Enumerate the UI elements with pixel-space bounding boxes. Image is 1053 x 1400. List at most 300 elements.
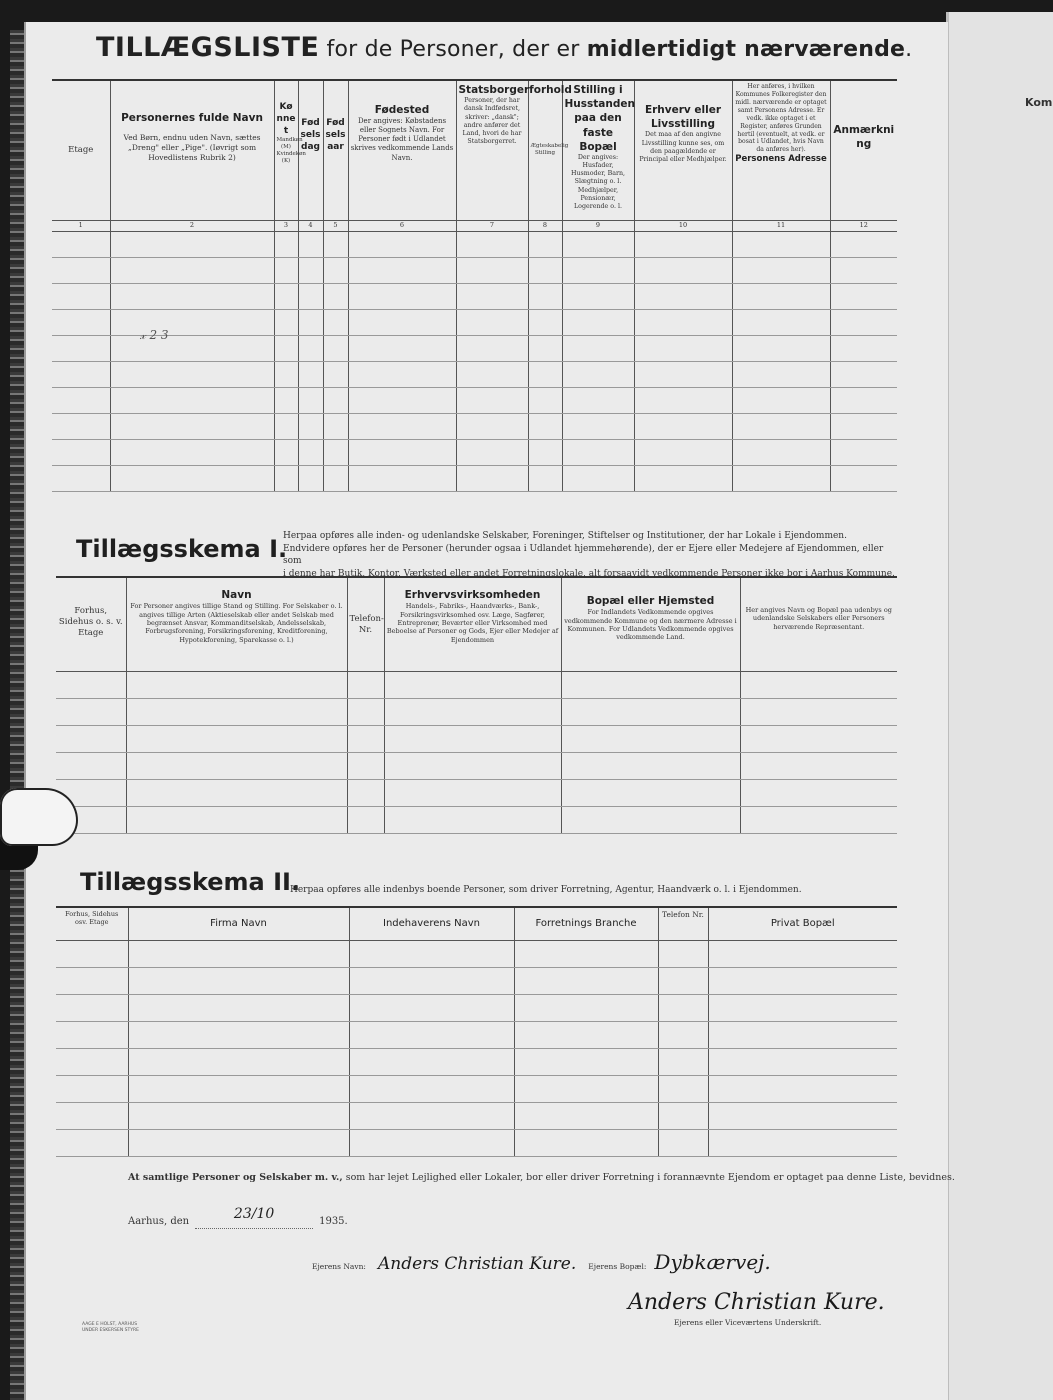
- s1-cell: [740, 779, 897, 806]
- t1-cell: [456, 283, 528, 309]
- t1-cell: [634, 361, 732, 387]
- city-label: Aarhus, den: [128, 1216, 190, 1227]
- t1-cell: [348, 361, 456, 387]
- s1-cell: [384, 806, 561, 833]
- s1-cell: [740, 698, 897, 725]
- owner-name-handwritten: Anders Christian Kure.: [377, 1254, 577, 1274]
- t1-cell: [456, 361, 528, 387]
- t1-cell: [298, 335, 323, 361]
- s1-cell: [126, 806, 347, 833]
- t1-cell: [528, 231, 562, 257]
- t1-cell: [110, 231, 274, 257]
- t1-cell: [562, 413, 634, 439]
- t1-cell: [110, 465, 274, 491]
- t1-cell: [830, 387, 897, 413]
- s2-cell: [128, 1021, 349, 1048]
- s2-col-bopael: Privat Bopæl: [708, 907, 897, 940]
- s2-row: [56, 1102, 897, 1129]
- s2-cell: [514, 1021, 658, 1048]
- t1-cell: [732, 283, 830, 309]
- table1-header-row: [52, 80, 897, 220]
- t1-cell: [298, 257, 323, 283]
- schema1-header-row: [56, 577, 897, 671]
- t1-col-etage: Etage: [52, 80, 110, 220]
- t1-row: [52, 283, 897, 309]
- t1-cell: [274, 439, 298, 465]
- t1-num-7: 7: [456, 220, 528, 231]
- s2-cell: [349, 1075, 514, 1102]
- s2-cell: [514, 994, 658, 1021]
- s2-cell: [658, 994, 708, 1021]
- schema1-title: Tillægsskema I.: [76, 535, 288, 563]
- t1-cell: [830, 257, 897, 283]
- schema2-header-row: [56, 907, 897, 940]
- s2-row: [56, 994, 897, 1021]
- schema1-table: [56, 576, 897, 834]
- printer-note: AAGE E HOLST, AARHUS UNDER ESKERSEN STYRE: [82, 1322, 139, 1333]
- t1-cell: [110, 439, 274, 465]
- s1-cell: [347, 725, 384, 752]
- s2-cell: [708, 1129, 897, 1156]
- table1-number-row: [52, 220, 897, 231]
- facing-page-fragment: Kom: [1025, 96, 1053, 109]
- s1-cell: [126, 725, 347, 752]
- s1-row: [56, 779, 897, 806]
- t1-cell: [52, 361, 110, 387]
- t1-cell: [634, 465, 732, 491]
- title-main: TILLÆGSLISTE: [96, 32, 320, 63]
- t1-cell: [634, 231, 732, 257]
- s2-row: [56, 940, 897, 967]
- s2-cell: [128, 1129, 349, 1156]
- t1-row: [52, 309, 897, 335]
- t1-cell: [830, 283, 897, 309]
- s2-row: [56, 1075, 897, 1102]
- t1-cell: [52, 439, 110, 465]
- t1-cell: [562, 439, 634, 465]
- t1-cell: [348, 465, 456, 491]
- s2-cell: [349, 994, 514, 1021]
- t1-cell: [298, 361, 323, 387]
- s2-cell: [56, 1021, 128, 1048]
- t1-cell: [732, 335, 830, 361]
- s1-cell: [126, 698, 347, 725]
- s1-row: [56, 752, 897, 779]
- t1-cell: [732, 465, 830, 491]
- t1-cell: [323, 257, 348, 283]
- t1-cell: [634, 335, 732, 361]
- t1-cell: [732, 231, 830, 257]
- t1-cell: [52, 309, 110, 335]
- s2-cell: [349, 1048, 514, 1075]
- s2-cell: [514, 1048, 658, 1075]
- t1-row: [52, 439, 897, 465]
- s2-row: [56, 967, 897, 994]
- t1-cell: [110, 413, 274, 439]
- t1-row: [52, 413, 897, 439]
- t1-col-adresse: Her anføres, i hvilken Kommunes Folkeregister den midl. nærværende er optaget samt Personens Adresse. Er vedk. ikke optaget i et Register, anføres Grunden hertil (eventuelt, at vedk. er bosat i Udlandet, hvis Navn da anføres her). Personens Adresse: [732, 80, 830, 220]
- t1-cell: [323, 413, 348, 439]
- t1-cell: [732, 387, 830, 413]
- t1-cell: [274, 309, 298, 335]
- t1-cell: [732, 257, 830, 283]
- t1-cell: [528, 361, 562, 387]
- s2-cell: [56, 1102, 128, 1129]
- title-emph: midlertidigt nærværende: [586, 37, 906, 62]
- s1-cell: [347, 671, 384, 698]
- t1-cell: [528, 413, 562, 439]
- t1-cell: [298, 387, 323, 413]
- s1-cell: [384, 779, 561, 806]
- s1-cell: [561, 806, 740, 833]
- s1-cell: [561, 752, 740, 779]
- t1-cell: [634, 439, 732, 465]
- t1-cell: [732, 413, 830, 439]
- t1-num-11: 11: [732, 220, 830, 231]
- schema2-title: Tillægsskema II.: [80, 868, 301, 896]
- s1-row: [56, 671, 897, 698]
- t1-col-navn: Personernes fulde Navn Ved Børn, endnu uden Navn, sættes „Dreng" eller „Pige". (Iøvrigt som Hovedlistens Rubrik 2): [110, 80, 274, 220]
- t1-col-erhverv: Erhverv eller Livsstilling Det maa af den angivne Livsstilling kunne ses, om den paagældende er Principal eller Medhjælper.: [634, 80, 732, 220]
- t1-cell: [528, 309, 562, 335]
- s2-col-indehaver: Indehaverens Navn: [349, 907, 514, 940]
- t1-cell: [323, 309, 348, 335]
- s2-cell: [56, 1129, 128, 1156]
- t1-cell: [274, 413, 298, 439]
- t1-cell: [830, 439, 897, 465]
- t1-cell: [298, 283, 323, 309]
- s2-cell: [708, 1102, 897, 1129]
- owner-name-label: Ejerens Navn:: [312, 1262, 366, 1271]
- owner-address-label: Ejerens Bopæl:: [588, 1262, 647, 1271]
- owner-address-handwritten: Dybkærvej.: [654, 1250, 771, 1274]
- t1-num-5: 5: [323, 220, 348, 231]
- s1-cell: [561, 698, 740, 725]
- s2-cell: [658, 940, 708, 967]
- t1-cell: [528, 335, 562, 361]
- t1-cell: [528, 257, 562, 283]
- s2-cell: [128, 1102, 349, 1129]
- t1-num-4: 4: [298, 220, 323, 231]
- s1-cell: [561, 671, 740, 698]
- t1-cell: [323, 335, 348, 361]
- schema2-table: [56, 906, 897, 1157]
- t1-cell: [830, 361, 897, 387]
- t1-cell: [732, 361, 830, 387]
- s2-col-etage: Forhus, Sidehus osv. Etage: [56, 907, 128, 940]
- schema2-description: Herpaa opføres alle indenbys boende Personer, som driver Forretning, Agentur, Haandværk o. l. i Ejendommen.: [290, 885, 802, 895]
- s2-cell: [708, 940, 897, 967]
- declaration-bold: At samtlige Personer og Selskaber m. v.,: [128, 1172, 343, 1183]
- s1-cell: [384, 752, 561, 779]
- title-end: .: [905, 37, 913, 62]
- s2-cell: [128, 994, 349, 1021]
- s1-col-erhverv: Erhvervsvirksomheden Handels-, Fabriks-, Haandværks-, Bank-, Forsikringsvirksomhed osv. Læge, Sagfører, Entreprenør, Beværter eller Virksomhed med Beboelse af Personer og Gods, Ejer eller Medejer af Ejendommen: [384, 577, 561, 671]
- s2-cell: [128, 967, 349, 994]
- s1-col-navn: Navn For Personer angives tillige Stand og Stilling. For Selskaber o. l. angives tillige Arten (Aktieselskab eller andet Selskab med begrænset Ansvar, Kommanditselskab, Andelsselskab, Forbrugsforening, Forsikringsforening, Kreditforening, Hypotekforening, Sparekasse o. l.): [126, 577, 347, 671]
- schema2-body: [56, 940, 897, 1156]
- s1-cell: [384, 671, 561, 698]
- t1-cell: [456, 335, 528, 361]
- t1-cell: [634, 387, 732, 413]
- t1-col-foedselsaar: Fødselsaar: [323, 80, 348, 220]
- t1-row: [52, 231, 897, 257]
- s1-col-telefon: Telefon-Nr.: [347, 577, 384, 671]
- t1-row: [52, 335, 897, 361]
- t1-cell: [52, 465, 110, 491]
- s2-cell: [128, 1048, 349, 1075]
- s2-cell: [708, 967, 897, 994]
- t1-cell: [634, 283, 732, 309]
- s1-col-etage: Forhus, Sidehus o. s. v. Etage: [56, 577, 126, 671]
- t1-cell: [274, 257, 298, 283]
- s1-row: [56, 698, 897, 725]
- s1-cell: [347, 698, 384, 725]
- s1-cell: [347, 752, 384, 779]
- t1-cell: [52, 387, 110, 413]
- s2-cell: [349, 1021, 514, 1048]
- s2-cell: [658, 1048, 708, 1075]
- s2-row: [56, 1129, 897, 1156]
- t1-cell: [456, 465, 528, 491]
- s2-cell: [349, 1129, 514, 1156]
- t1-col-aegteskab: Ægteskabelig Stilling: [528, 80, 562, 220]
- s2-cell: [128, 1075, 349, 1102]
- s1-cell: [347, 806, 384, 833]
- s1-cell: [561, 725, 740, 752]
- t1-cell: [562, 335, 634, 361]
- t1-cell: [732, 439, 830, 465]
- s2-cell: [708, 1075, 897, 1102]
- s2-cell: [514, 1075, 658, 1102]
- s2-cell: [514, 1129, 658, 1156]
- s1-cell: [740, 725, 897, 752]
- t1-num-2: 2: [110, 220, 274, 231]
- t1-cell: [456, 387, 528, 413]
- t1-cell: [562, 283, 634, 309]
- t1-num-3: 3: [274, 220, 298, 231]
- t1-col-koen: Kønnet Mandkøn (M) Kvindekøn (K): [274, 80, 298, 220]
- t1-cell: [274, 231, 298, 257]
- t1-cell: [110, 257, 274, 283]
- t1-cell: [298, 465, 323, 491]
- t1-cell: [323, 231, 348, 257]
- t1-cell: [274, 465, 298, 491]
- facing-page: [946, 12, 1053, 1400]
- t1-cell: [634, 257, 732, 283]
- t1-cell: [323, 361, 348, 387]
- thumb-holding-page: [0, 788, 78, 846]
- t1-cell: [52, 283, 110, 309]
- t1-cell: [634, 413, 732, 439]
- tillaegsliste-table: [52, 79, 897, 492]
- t1-cell: [110, 283, 274, 309]
- t1-cell: [830, 335, 897, 361]
- s2-cell: [128, 940, 349, 967]
- s2-cell: [658, 1129, 708, 1156]
- t1-cell: [323, 283, 348, 309]
- t1-cell: [830, 465, 897, 491]
- t1-cell: [52, 231, 110, 257]
- year: 1935.: [319, 1216, 348, 1227]
- s2-cell: [514, 940, 658, 967]
- s2-cell: [56, 994, 128, 1021]
- book-binding: [10, 30, 24, 1400]
- t1-cell: [562, 231, 634, 257]
- s2-cell: [56, 940, 128, 967]
- s1-cell: [384, 698, 561, 725]
- t1-cell: [110, 361, 274, 387]
- t1-cell: [348, 231, 456, 257]
- t1-cell: [323, 465, 348, 491]
- t1-cell: [298, 309, 323, 335]
- s2-cell: [349, 967, 514, 994]
- signature: Anders Christian Kure.: [628, 1290, 885, 1315]
- schema1-desc-line3: i denne har Butik, Kontor, Værksted eller andet Forretningslokale, alt forsaavidt vedkommende Personer ikke bor i Aarhus Kommune.: [283, 568, 895, 579]
- t1-num-6: 6: [348, 220, 456, 231]
- t1-cell: [110, 309, 274, 335]
- s1-cell: [56, 698, 126, 725]
- signature-caption: Ejerens eller Viceværtens Underskrift.: [674, 1318, 822, 1327]
- schema1-desc-line2: Endvidere opføres her de Personer (herunder ogsaa i Udlandet hjemmehørende), der er Ejere eller Medejere af Ejendommen, eller som: [283, 543, 884, 567]
- t1-cell: [52, 413, 110, 439]
- s1-cell: [126, 779, 347, 806]
- t1-cell: [456, 309, 528, 335]
- t1-col-foedested: Fødested Der angives: Købstadens eller Sognets Navn. For Personer født i Udlandet skrives vedkommende Lands Navn.: [348, 80, 456, 220]
- t1-num-12: 12: [830, 220, 897, 231]
- s1-cell: [347, 779, 384, 806]
- schema1-desc-line1: Herpaa opføres alle inden- og udenlandske Selskaber, Foreninger, Stiftelser og Institutioner, der har Lokale i Ejendommen.: [283, 531, 847, 541]
- title-mid: for de Personer, der er: [319, 37, 587, 62]
- t1-cell: [348, 309, 456, 335]
- t1-cell: [456, 231, 528, 257]
- t1-cell: [274, 335, 298, 361]
- t1-cell: [456, 257, 528, 283]
- s2-col-firma: Firma Navn: [128, 907, 349, 940]
- s2-col-branche: Forretnings Branche: [514, 907, 658, 940]
- s1-cell: [740, 806, 897, 833]
- t1-row: [52, 387, 897, 413]
- s2-col-telefon: Telefon Nr.: [658, 907, 708, 940]
- s1-cell: [56, 725, 126, 752]
- t1-cell: [528, 465, 562, 491]
- t1-cell: [732, 309, 830, 335]
- t1-cell: [830, 413, 897, 439]
- s2-cell: [658, 967, 708, 994]
- date-line: [128, 1206, 348, 1229]
- t1-cell: [456, 413, 528, 439]
- declaration: [128, 1172, 955, 1183]
- s1-cell: [56, 752, 126, 779]
- t1-cell: [323, 387, 348, 413]
- t1-cell: [830, 309, 897, 335]
- t1-cell: [274, 283, 298, 309]
- t1-cell: [528, 283, 562, 309]
- t1-num-8: 8: [528, 220, 562, 231]
- s2-row: [56, 1048, 897, 1075]
- s2-cell: [658, 1021, 708, 1048]
- date-field: [195, 1206, 313, 1229]
- s1-col-repraesentant: Her angives Navn og Bopæl paa udenbys og udenlandske Selskabers eller Personers herværende Repræsentant.: [740, 577, 897, 671]
- t1-row: [52, 465, 897, 491]
- t1-col-statsborger: Statsborgerforhold Personer, der har dansk Indfødsret, skriver: „dansk"; andre anfører det Land, hvori de har Statsborgerret.: [456, 80, 528, 220]
- t1-cell: [52, 335, 110, 361]
- t1-cell: [323, 439, 348, 465]
- s2-cell: [514, 1102, 658, 1129]
- schema1-description: [283, 530, 901, 580]
- t1-cell: [348, 387, 456, 413]
- s1-row: [56, 806, 897, 833]
- t1-cell: [298, 231, 323, 257]
- form-title: [96, 32, 912, 63]
- s2-cell: [56, 967, 128, 994]
- t1-cell: [298, 439, 323, 465]
- t1-cell: [110, 387, 274, 413]
- table1-body: [52, 231, 897, 491]
- t1-cell: [348, 257, 456, 283]
- t1-cell: [528, 439, 562, 465]
- t1-num-1: 1: [52, 220, 110, 231]
- t1-cell: [274, 361, 298, 387]
- s1-row: [56, 725, 897, 752]
- declaration-rest: som har lejet Lejlighed eller Lokaler, bor eller driver Forretning i forannævnte Ejendom er optaget paa denne Liste, bevidnes.: [342, 1172, 955, 1183]
- t1-col-anmaerkning: Anmærkning: [830, 80, 897, 220]
- t1-cell: [456, 439, 528, 465]
- t1-cell: [634, 309, 732, 335]
- s1-cell: [126, 671, 347, 698]
- t1-num-9: 9: [562, 220, 634, 231]
- t1-cell: [830, 231, 897, 257]
- s2-cell: [514, 967, 658, 994]
- t1-col-foedselsdag: Fødselsdag: [298, 80, 323, 220]
- schema1-body: [56, 671, 897, 833]
- t1-num-10: 10: [634, 220, 732, 231]
- s2-cell: [56, 1048, 128, 1075]
- s1-cell: [126, 752, 347, 779]
- s2-cell: [658, 1075, 708, 1102]
- t1-cell: [110, 335, 274, 361]
- date-handwritten: 23/10: [233, 1206, 275, 1222]
- s2-cell: [349, 940, 514, 967]
- t1-row: [52, 257, 897, 283]
- s1-cell: [56, 671, 126, 698]
- t1-cell: [298, 413, 323, 439]
- owner-line: [312, 1250, 771, 1274]
- s2-cell: [56, 1075, 128, 1102]
- t1-cell: [562, 465, 634, 491]
- s2-cell: [708, 1048, 897, 1075]
- s1-cell: [384, 725, 561, 752]
- s1-col-bopael: Bopæl eller Hjemsted For Indlandets Vedkommende opgives vedkommende Kommune og den nærmere Adresse i Kommunen. For Udlandets Vedkommende opgives vedkommende Land.: [561, 577, 740, 671]
- s2-cell: [349, 1102, 514, 1129]
- s2-cell: [708, 1021, 897, 1048]
- s1-cell: [561, 779, 740, 806]
- t1-cell: [528, 387, 562, 413]
- s2-cell: [658, 1102, 708, 1129]
- t1-cell: [348, 413, 456, 439]
- s2-row: [56, 1021, 897, 1048]
- t1-cell: [348, 439, 456, 465]
- t1-cell: [274, 387, 298, 413]
- handwritten-mark: 𝓍 2 3: [140, 328, 169, 342]
- t1-cell: [562, 361, 634, 387]
- t1-cell: [348, 335, 456, 361]
- s1-cell: [740, 752, 897, 779]
- t1-cell: [52, 257, 110, 283]
- t1-cell: [562, 309, 634, 335]
- t1-col-stilling: Stilling i Husstanden paa den faste Bopæl Der angives: Husfader, Husmoder, Barn, Slægtning o. l. Medhjælper, Pensionær, Logerende o. l.: [562, 80, 634, 220]
- t1-cell: [562, 257, 634, 283]
